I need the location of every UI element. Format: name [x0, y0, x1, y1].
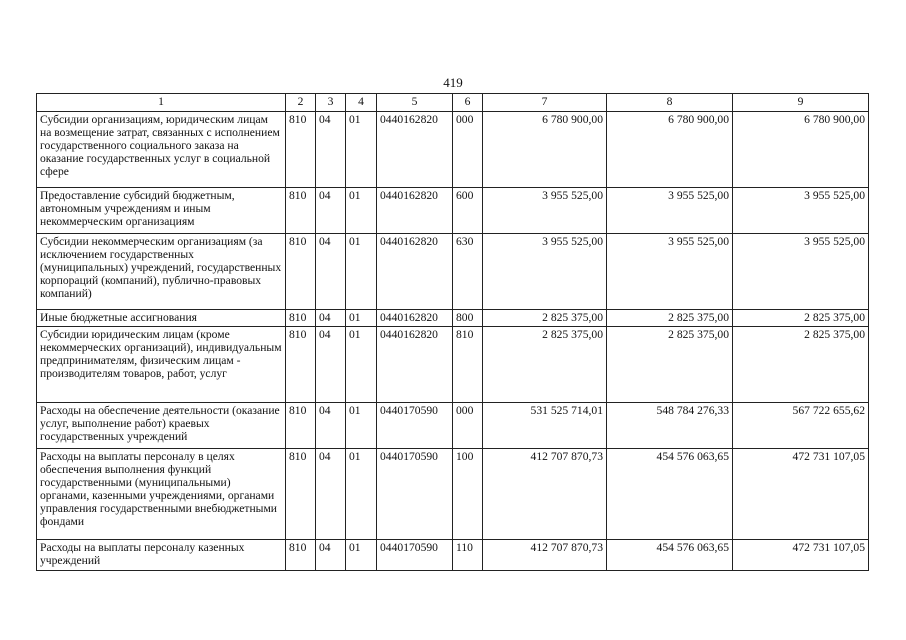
row-amount-col8: 3 955 525,00: [607, 234, 733, 310]
row-amount-col8: 2 825 375,00: [607, 327, 733, 403]
header-col-4: 4: [346, 94, 377, 112]
row-expense-type-code: 810: [453, 327, 483, 403]
row-description: Расходы на выплаты персоналу казенных учреждений: [37, 540, 286, 571]
row-expense-type-code: 000: [453, 403, 483, 449]
table-row: [37, 403, 869, 449]
row-description: Расходы на выплаты персоналу в целях обеспечения выполнения функций государственными (муниципальными) органами, казенными учреждениями, органами управления государственными внебюджетными фондами: [37, 449, 286, 540]
row-section-code: 04: [316, 234, 346, 310]
row-target-article-code: 0440170590: [377, 449, 453, 540]
row-target-article-code: 0440170590: [377, 403, 453, 449]
row-amount-col7: 2 825 375,00: [483, 310, 607, 327]
row-subsection-code: 01: [346, 403, 377, 449]
row-amount-col8: 454 576 063,65: [607, 540, 733, 571]
header-col-1: 1: [37, 94, 286, 112]
row-amount-col8: 3 955 525,00: [607, 188, 733, 234]
row-section-code: 04: [316, 310, 346, 327]
header-col-9: 9: [733, 94, 869, 112]
row-target-article-code: 0440162820: [377, 188, 453, 234]
row-ministry-code: 810: [286, 310, 316, 327]
row-amount-col7: 3 955 525,00: [483, 188, 607, 234]
row-subsection-code: 01: [346, 234, 377, 310]
table-row: [37, 310, 869, 327]
row-description: Предоставление субсидий бюджетным, автономным учреждениям и иным некоммерческим организациям: [37, 188, 286, 234]
row-description: Расходы на обеспечение деятельности (оказание услуг, выполнение работ) краевых государственных учреждений: [37, 403, 286, 449]
row-ministry-code: 810: [286, 188, 316, 234]
header-col-8: 8: [607, 94, 733, 112]
row-amount-col9: 2 825 375,00: [733, 327, 869, 403]
table-row: [37, 540, 869, 571]
row-ministry-code: 810: [286, 449, 316, 540]
row-amount-col9: 3 955 525,00: [733, 188, 869, 234]
row-amount-col8: 454 576 063,65: [607, 449, 733, 540]
row-subsection-code: 01: [346, 540, 377, 571]
row-subsection-code: 01: [346, 112, 377, 188]
table-row: [37, 449, 869, 540]
row-section-code: 04: [316, 403, 346, 449]
row-amount-col9: 472 731 107,05: [733, 540, 869, 571]
row-amount-col7: 412 707 870,73: [483, 540, 607, 571]
row-expense-type-code: 110: [453, 540, 483, 571]
row-section-code: 04: [316, 327, 346, 403]
row-expense-type-code: 000: [453, 112, 483, 188]
row-expense-type-code: 100: [453, 449, 483, 540]
table-row: [37, 327, 869, 403]
row-target-article-code: 0440170590: [377, 540, 453, 571]
row-target-article-code: 0440162820: [377, 234, 453, 310]
row-expense-type-code: 630: [453, 234, 483, 310]
row-section-code: 04: [316, 540, 346, 571]
row-amount-col7: 6 780 900,00: [483, 112, 607, 188]
row-amount-col7: 3 955 525,00: [483, 234, 607, 310]
row-subsection-code: 01: [346, 449, 377, 540]
row-amount-col9: 472 731 107,05: [733, 449, 869, 540]
row-amount-col9: 2 825 375,00: [733, 310, 869, 327]
table-row: [37, 188, 869, 234]
header-row: [37, 94, 869, 112]
row-target-article-code: 0440162820: [377, 327, 453, 403]
row-ministry-code: 810: [286, 403, 316, 449]
row-target-article-code: 0440162820: [377, 112, 453, 188]
row-ministry-code: 810: [286, 327, 316, 403]
budget-table: [36, 93, 869, 571]
page-number: 419: [443, 75, 463, 90]
row-expense-type-code: 800: [453, 310, 483, 327]
row-section-code: 04: [316, 449, 346, 540]
row-amount-col9: 567 722 655,62: [733, 403, 869, 449]
header-col-3: 3: [316, 94, 346, 112]
row-amount-col7: 531 525 714,01: [483, 403, 607, 449]
header-col-5: 5: [377, 94, 453, 112]
row-ministry-code: 810: [286, 234, 316, 310]
table-row: [37, 112, 869, 188]
header-col-6: 6: [453, 94, 483, 112]
row-ministry-code: 810: [286, 112, 316, 188]
row-amount-col8: 2 825 375,00: [607, 310, 733, 327]
row-amount-col7: 412 707 870,73: [483, 449, 607, 540]
header-col-2: 2: [286, 94, 316, 112]
row-description: Субсидии юридическим лицам (кроме некоммерческих организаций), индивидуальным предпринимателям, физическим лицам - производителям товаров, работ, услуг: [37, 327, 286, 403]
row-ministry-code: 810: [286, 540, 316, 571]
row-description: Субсидии некоммерческим организациям (за исключением государственных (муниципальных) учреждений, государственных корпораций (компаний), публично-правовых компаний): [37, 234, 286, 310]
header-col-7: 7: [483, 94, 607, 112]
row-section-code: 04: [316, 112, 346, 188]
row-description: Субсидии организациям, юридическим лицам на возмещение затрат, связанных с исполнением государственного социального заказа на оказание государственных услуг в социальной сфере: [37, 112, 286, 188]
row-subsection-code: 01: [346, 310, 377, 327]
row-description: Иные бюджетные ассигнования: [37, 310, 286, 327]
row-amount-col7: 2 825 375,00: [483, 327, 607, 403]
row-section-code: 04: [316, 188, 346, 234]
table-row: [37, 234, 869, 310]
row-target-article-code: 0440162820: [377, 310, 453, 327]
row-expense-type-code: 600: [453, 188, 483, 234]
row-subsection-code: 01: [346, 327, 377, 403]
row-subsection-code: 01: [346, 188, 377, 234]
row-amount-col8: 548 784 276,33: [607, 403, 733, 449]
row-amount-col9: 6 780 900,00: [733, 112, 869, 188]
row-amount-col8: 6 780 900,00: [607, 112, 733, 188]
row-amount-col9: 3 955 525,00: [733, 234, 869, 310]
